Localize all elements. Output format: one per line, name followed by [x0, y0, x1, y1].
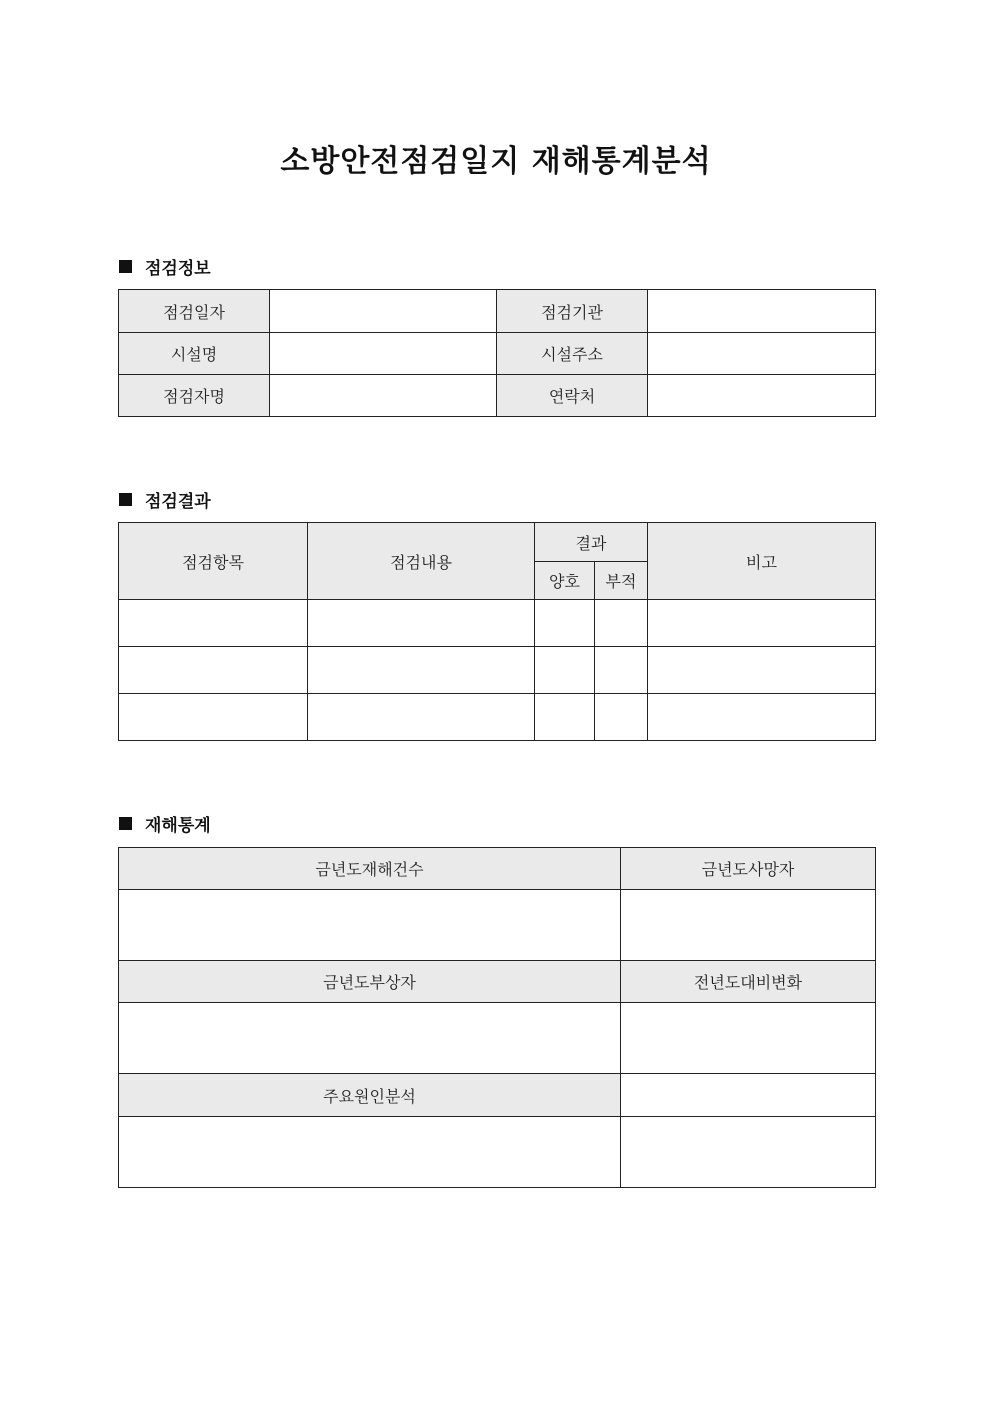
section-title-result: 점검결과	[145, 492, 211, 512]
cell-bad[interactable]	[595, 600, 648, 647]
label-injured: 금년도부상자	[119, 961, 621, 1003]
header-result: 결과	[535, 523, 648, 562]
cause-side-label[interactable]	[621, 1074, 876, 1117]
cell-content[interactable]	[308, 694, 535, 741]
table-row	[119, 694, 876, 741]
header-inspection-content: 점검내용	[308, 523, 535, 600]
value-inspector-name[interactable]	[270, 375, 497, 417]
section-heading-stats	[119, 811, 211, 836]
table-row	[119, 961, 876, 1003]
value-injured[interactable]	[119, 1003, 621, 1074]
table-row	[119, 1003, 876, 1074]
value-deaths[interactable]	[621, 890, 876, 961]
inspection-info-table	[118, 289, 876, 417]
cell-item[interactable]	[119, 600, 308, 647]
table-row	[119, 1074, 876, 1117]
label-disaster-cases: 금년도재해건수	[119, 848, 621, 890]
table-row	[119, 333, 876, 375]
table-row	[119, 848, 876, 890]
header-inspection-item: 점검항목	[119, 523, 308, 600]
table-header-row	[119, 523, 876, 562]
label-facility-name: 시설명	[119, 333, 270, 375]
square-bullet-icon	[119, 260, 132, 273]
cell-bad[interactable]	[595, 647, 648, 694]
value-facility-name[interactable]	[270, 333, 497, 375]
table-row	[119, 890, 876, 961]
value-facility-address[interactable]	[648, 333, 876, 375]
label-deaths: 금년도사망자	[621, 848, 876, 890]
value-inspection-date[interactable]	[270, 290, 497, 333]
value-disaster-cases[interactable]	[119, 890, 621, 961]
cell-good[interactable]	[535, 647, 595, 694]
cell-note[interactable]	[648, 694, 876, 741]
label-cause-analysis: 주요원인분석	[119, 1074, 621, 1117]
header-result-good: 양호	[535, 562, 595, 600]
label-facility-address: 시설주소	[497, 333, 648, 375]
cell-note[interactable]	[648, 647, 876, 694]
label-yoy-change: 전년도대비변화	[621, 961, 876, 1003]
value-contact[interactable]	[648, 375, 876, 417]
header-note: 비고	[648, 523, 876, 600]
value-cause-analysis[interactable]	[119, 1117, 621, 1188]
cell-content[interactable]	[308, 647, 535, 694]
inspection-result-table	[118, 522, 876, 741]
table-row	[119, 375, 876, 417]
cause-side-value[interactable]	[621, 1117, 876, 1188]
page-title: 소방안전점검일지 재해통계분석	[280, 144, 712, 179]
square-bullet-icon	[119, 493, 132, 506]
cell-good[interactable]	[535, 600, 595, 647]
cell-bad[interactable]	[595, 694, 648, 741]
label-inspection-date: 점검일자	[119, 290, 270, 333]
table-row	[119, 600, 876, 647]
value-inspection-agency[interactable]	[648, 290, 876, 333]
label-inspection-agency: 점검기관	[497, 290, 648, 333]
section-heading-result	[119, 487, 211, 512]
header-result-bad: 부적	[595, 562, 648, 600]
table-row	[119, 647, 876, 694]
value-yoy-change[interactable]	[621, 1003, 876, 1074]
cell-good[interactable]	[535, 694, 595, 741]
square-bullet-icon	[119, 817, 132, 830]
label-inspector-name: 점검자명	[119, 375, 270, 417]
disaster-stats-table	[118, 847, 876, 1188]
table-row	[119, 1117, 876, 1188]
cell-item[interactable]	[119, 647, 308, 694]
cell-content[interactable]	[308, 600, 535, 647]
cell-item[interactable]	[119, 694, 308, 741]
table-row	[119, 290, 876, 333]
section-heading-info	[119, 254, 211, 279]
cell-note[interactable]	[648, 600, 876, 647]
label-contact: 연락처	[497, 375, 648, 417]
section-title-info: 점검정보	[145, 259, 211, 279]
section-title-stats: 재해통계	[145, 816, 211, 836]
